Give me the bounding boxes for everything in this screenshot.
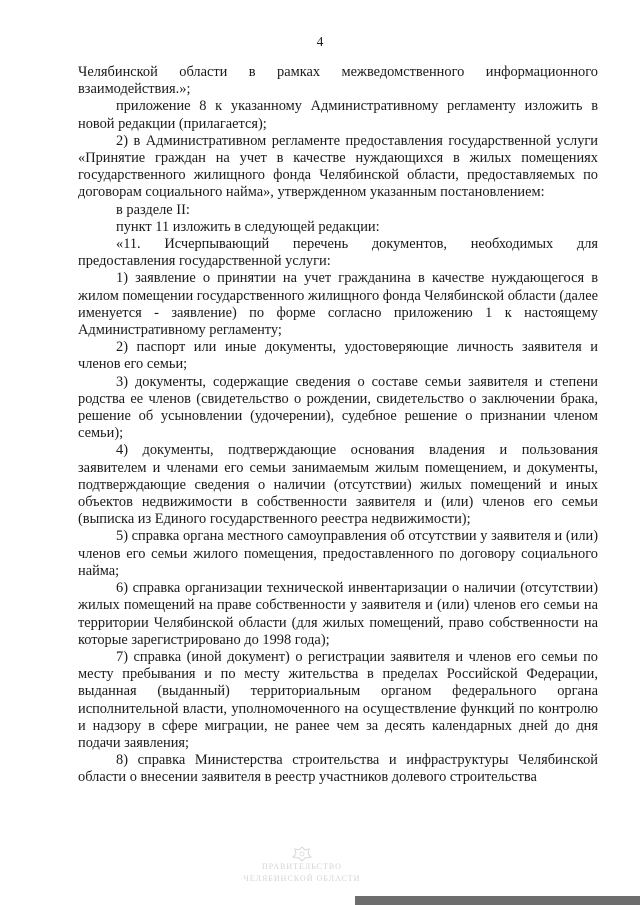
paragraph: 5) справка органа местного самоуправления об отсутствии у заявителя и (или) членов его семьи жилого помещения, предоставленного по договору социального найма; <box>78 528 598 579</box>
paragraph: в разделе II: <box>116 201 190 218</box>
document-body <box>78 64 598 787</box>
paragraph: 4) документы, подтверждающие основания владения и пользования заявителем и членами его семьи занимаемым жилым помещением, и документы, подтверждающие сведения о наличии (отсутствии) жилых помещений и иных объектов недвижимости в собственности заявителя и (или) членов его семьи (выписка из Единого государственного реестра недвижимости); <box>78 442 598 528</box>
paragraph: 6) справка организации технической инвентаризации о наличии (отсутствии) жилых помещений на праве собственности у заявителя и (или) членов его семьи на территории Челябинской области (для жилых помещений, право собственности на которые зарегистрировано до 1998 года); <box>78 580 598 648</box>
paragraph: 2) паспорт или иные документы, удостоверяющие личность заявителя и членов его семьи; <box>78 339 598 373</box>
paragraph: 1) заявление о принятии на учет гражданина в качестве нуждающегося в жилом помещении государственного жилищного фонда Челябинской области (далее именуется - заявление) по форме согласно приложению 1 к настоящему Административному регламенту; <box>78 270 598 339</box>
paragraph: 2) в Административном регламенте предоставления государственной услуги «Принятие граждан на учет в качестве нуждающихся в жилых помещениях государственного жилищного фонда Челябинской области, предоставляемых по договорам социального найма», утвержденном указанным постановлением: <box>78 132 598 201</box>
page-number: 4 <box>316 34 324 49</box>
coat-of-arms-icon <box>290 846 314 862</box>
paragraph: Челябинской области в рамках межведомственного информационного взаимодействия.»; <box>78 64 598 98</box>
paragraph: 8) справка Министерства строительства и инфраструктуры Челябинской области о внесении заявителя в реестр участников долевого строительства <box>78 752 598 786</box>
stamp-line-1: ПРАВИТЕЛЬСТВО <box>262 862 342 871</box>
paragraph: 3) документы, содержащие сведения о составе семьи заявителя и степени родства ее членов (свидетельство о рождении, свидетельство о заключении брака, решение об усыновлении (удочерении), судебное решение о признании членом семьи); <box>78 373 598 442</box>
paragraph: 7) справка (иной документ) о регистрации заявителя и членов его семьи по месту пребывания и по месту жительства в пределах Российской Федерации, выданная (выданный) территориальным органом федерального органа исполнительной власти, уполномоченного на осуществление функций по контролю и надзору в сфере миграции, не ранее чем за десять календарных дней до дня подачи заявления; <box>78 648 598 751</box>
paragraph: «11. Исчерпывающий перечень документов, необходимых для предоставления государственной услуги: <box>78 236 598 270</box>
scan-edge-bar <box>355 896 640 905</box>
stamp-line-2: ЧЕЛЯБИНСКОЙ ОБЛАСТИ <box>243 874 361 883</box>
government-stamp <box>232 846 372 894</box>
paragraph: пункт 11 изложить в следующей редакции: <box>116 218 380 235</box>
paragraph: приложение 8 к указанному Административному регламенту изложить в новой редакции (прилагается); <box>78 98 598 132</box>
